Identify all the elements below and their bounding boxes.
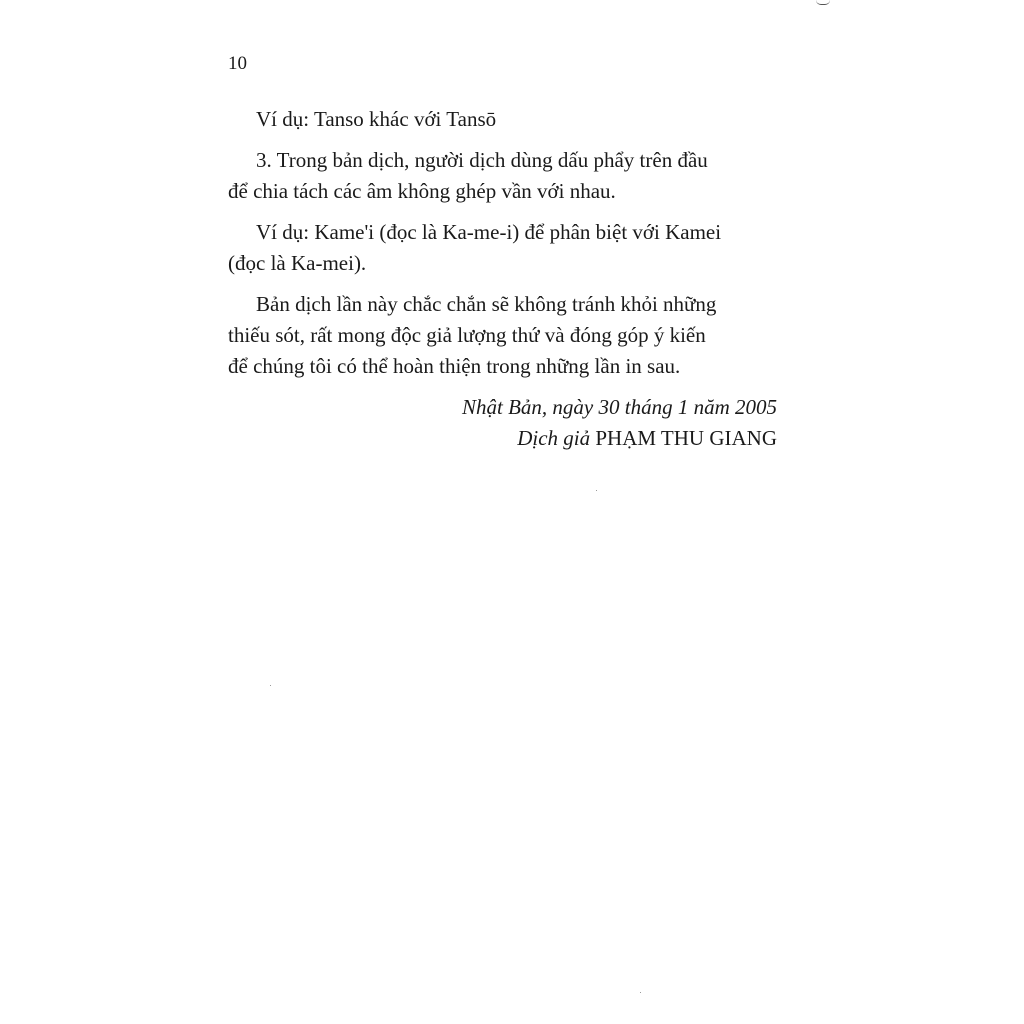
paragraph-apostrophe-rule bbox=[228, 145, 777, 207]
page-body bbox=[228, 104, 777, 454]
page-number: 10 bbox=[228, 53, 247, 74]
paragraph-line: để chia tách các âm không ghép vần với nhau. bbox=[228, 179, 616, 203]
scan-mark bbox=[816, 0, 830, 5]
scan-speck bbox=[270, 685, 271, 686]
paragraph-line: Ví dụ: Kame'i (đọc là Ka-me-i) để phân biệt với Kamei bbox=[256, 220, 722, 244]
paragraph-line: (đọc là Ka-mei). bbox=[228, 251, 367, 275]
translator-role: Dịch giả bbox=[517, 426, 591, 450]
paragraph-closing-note bbox=[228, 289, 777, 382]
paragraph-line: 3. Trong bản dịch, người dịch dùng dấu phẩy trên đầu bbox=[256, 148, 708, 172]
translator-name: PHẠM THU GIANG bbox=[595, 426, 777, 450]
paragraph-example-kamei bbox=[228, 217, 777, 279]
translator-line bbox=[228, 423, 777, 454]
paragraph-line: Bản dịch lần này chắc chắn sẽ không tránh khỏi những bbox=[256, 292, 717, 316]
signature-block bbox=[228, 392, 777, 454]
paragraph-line: để chúng tôi có thể hoàn thiện trong những lần in sau. bbox=[228, 354, 681, 378]
scan-speck bbox=[640, 992, 641, 993]
paragraph-example-tanso bbox=[228, 104, 777, 135]
scan-speck bbox=[596, 490, 597, 491]
paragraph-line: Ví dụ: Tanso khác với Tansō bbox=[256, 107, 497, 131]
place-date: Nhật Bản, ngày 30 tháng 1 năm 2005 bbox=[462, 395, 777, 419]
paragraph-line: thiếu sót, rất mong độc giả lượng thứ và đóng góp ý kiến bbox=[228, 323, 706, 347]
